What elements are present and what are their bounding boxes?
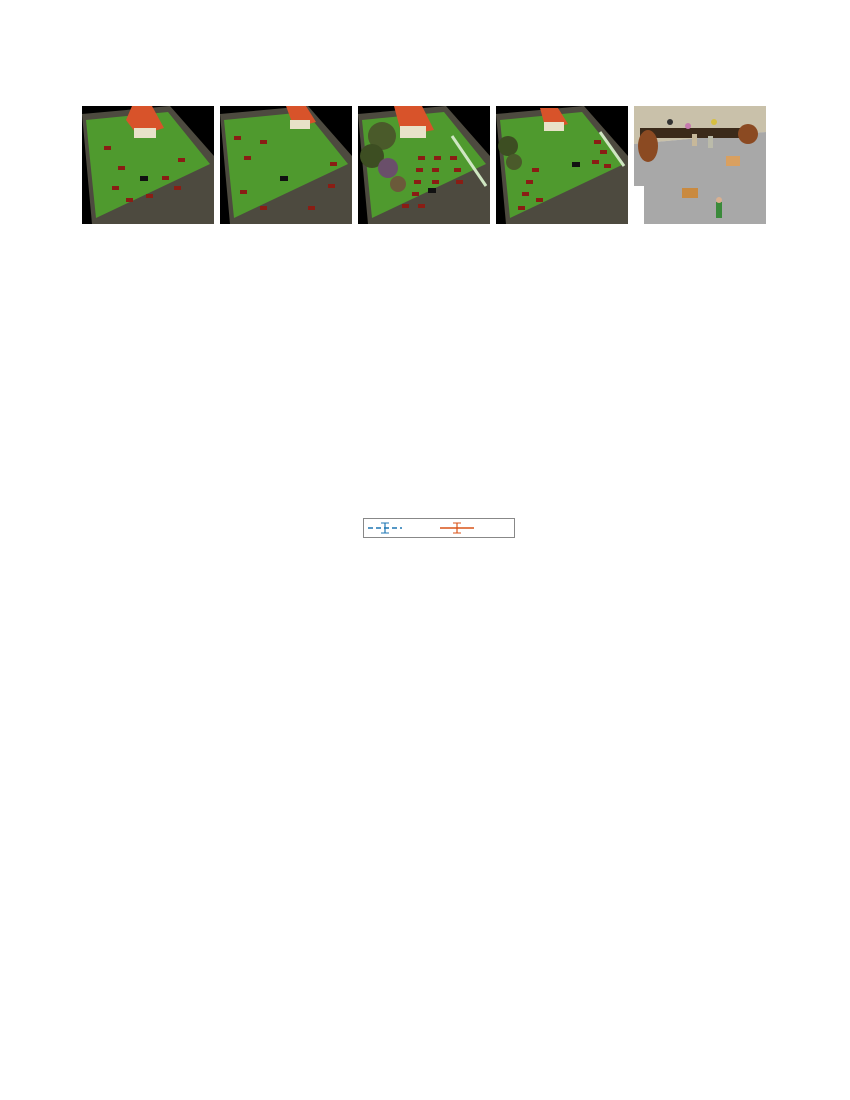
scen4-image [496, 106, 628, 224]
figure-7-charts [80, 325, 780, 540]
scen3-image [358, 106, 490, 224]
figure-8-chart [150, 600, 330, 810]
legend-lisco-marker [440, 522, 474, 534]
figure-7-legend [363, 518, 515, 538]
legend-pcl-marker [368, 522, 402, 534]
figure-9-chart [515, 600, 695, 810]
scen2-image [220, 106, 352, 224]
scen5-image [634, 106, 766, 224]
scen1-image [82, 106, 214, 224]
